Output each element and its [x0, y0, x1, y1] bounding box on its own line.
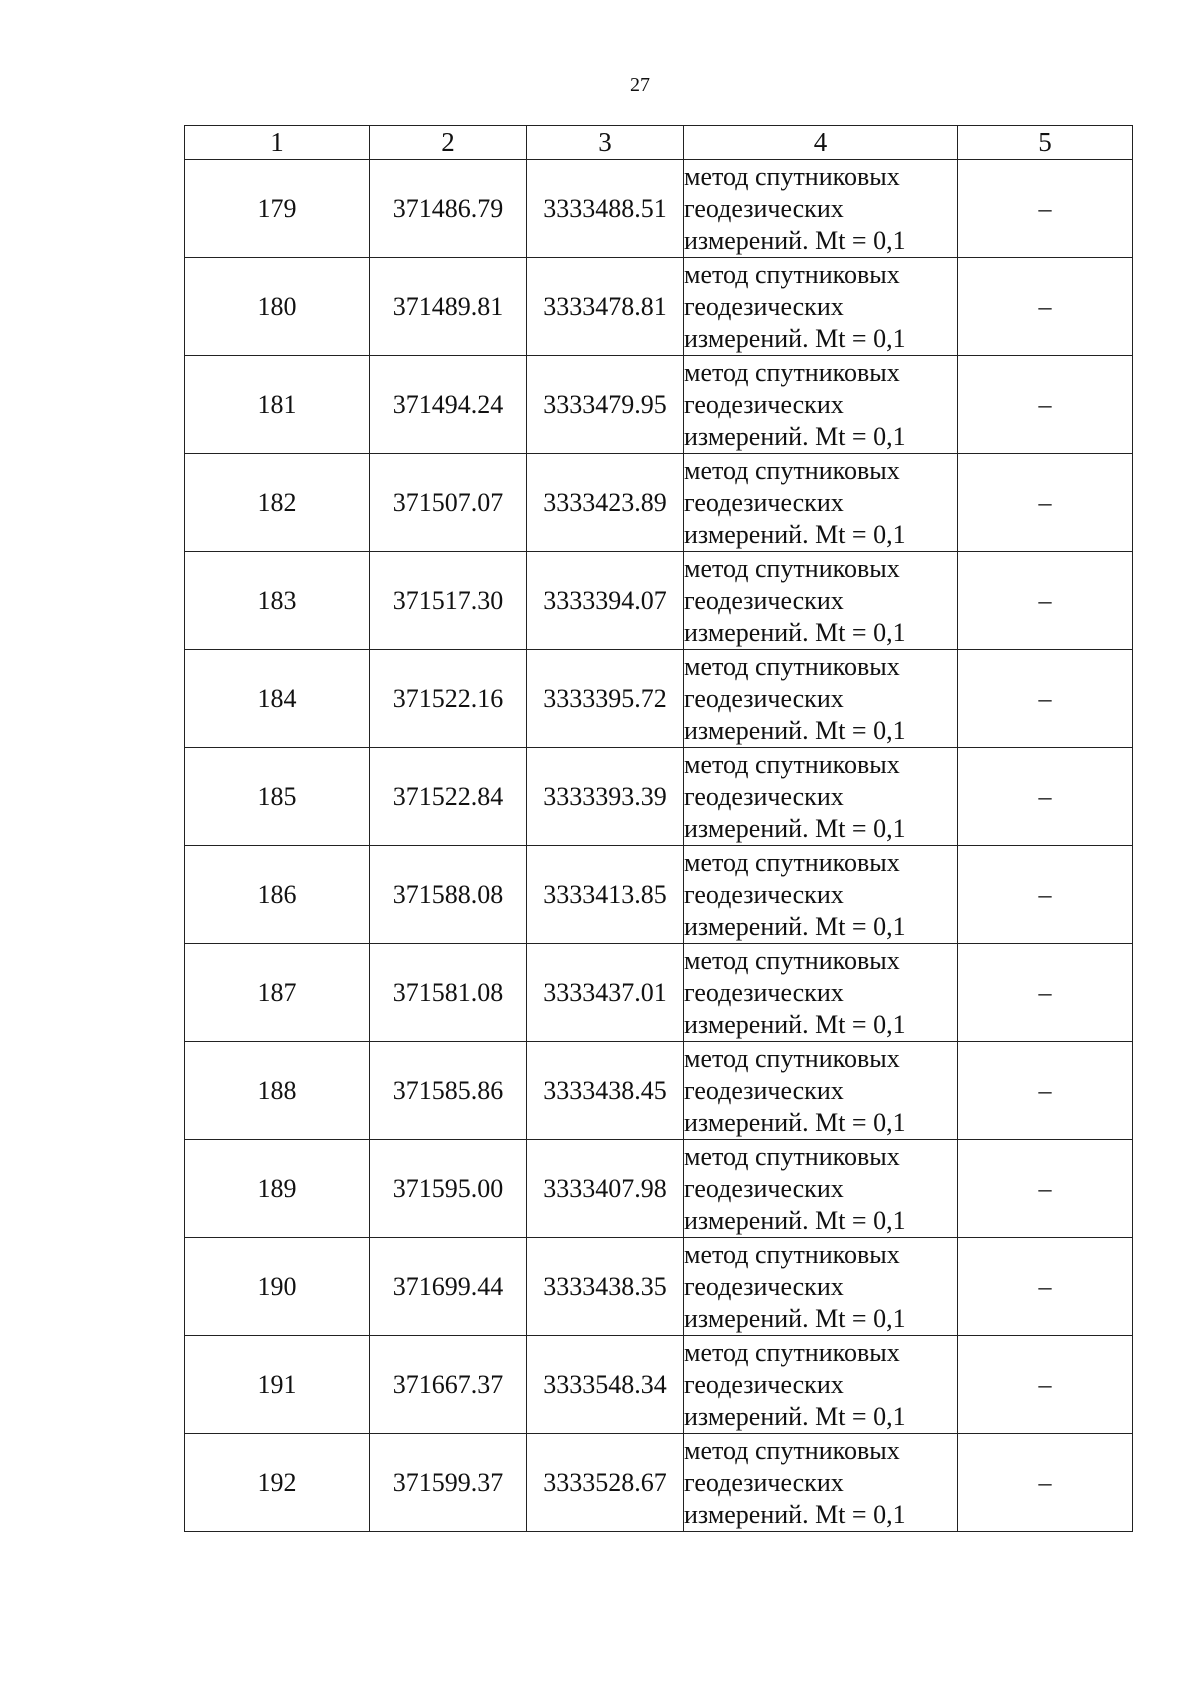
point-number: 190	[185, 1238, 370, 1336]
note-dash: –	[958, 650, 1133, 748]
method-description	[684, 454, 958, 552]
table-row	[185, 356, 1133, 454]
coordinate-x: 371522.84	[370, 748, 527, 846]
table-row	[185, 1336, 1133, 1434]
coordinate-x: 371699.44	[370, 1238, 527, 1336]
method-line: метод спутниковых	[684, 1337, 900, 1367]
table-row	[185, 1238, 1133, 1336]
method-line: метод спутниковых	[684, 651, 900, 681]
point-number: 186	[185, 846, 370, 944]
method-line: измерений. Mt = 0,1	[684, 911, 906, 941]
note-dash: –	[958, 944, 1133, 1042]
coordinate-x: 371599.37	[370, 1434, 527, 1532]
point-number: 183	[185, 552, 370, 650]
coordinate-y: 3333407.98	[527, 1140, 684, 1238]
table-row	[185, 552, 1133, 650]
table-row	[185, 258, 1133, 356]
table-row	[185, 1140, 1133, 1238]
coordinate-x: 371588.08	[370, 846, 527, 944]
table-row	[185, 160, 1133, 258]
header-row	[185, 126, 1133, 160]
method-line: геодезических	[684, 291, 844, 321]
coordinate-x: 371581.08	[370, 944, 527, 1042]
method-line: измерений. Mt = 0,1	[684, 617, 906, 647]
coordinate-x: 371522.16	[370, 650, 527, 748]
method-description	[684, 552, 958, 650]
note-dash: –	[958, 454, 1133, 552]
note-dash: –	[958, 160, 1133, 258]
method-line: измерений. Mt = 0,1	[684, 813, 906, 843]
note-dash: –	[958, 1336, 1133, 1434]
method-line: метод спутниковых	[684, 553, 900, 583]
header-col-4: 4	[684, 126, 958, 160]
note-dash: –	[958, 1042, 1133, 1140]
coordinate-x: 371517.30	[370, 552, 527, 650]
coordinate-y: 3333479.95	[527, 356, 684, 454]
note-dash: –	[958, 846, 1133, 944]
method-line: геодезических	[684, 781, 844, 811]
point-number: 191	[185, 1336, 370, 1434]
note-dash: –	[958, 356, 1133, 454]
coordinate-y: 3333394.07	[527, 552, 684, 650]
method-line: метод спутниковых	[684, 749, 900, 779]
method-description	[684, 1140, 958, 1238]
coordinate-y: 3333438.45	[527, 1042, 684, 1140]
table-row	[185, 944, 1133, 1042]
table-header	[185, 126, 1133, 160]
point-number: 188	[185, 1042, 370, 1140]
method-description	[684, 1238, 958, 1336]
coordinate-x: 371507.07	[370, 454, 527, 552]
coordinate-y: 3333395.72	[527, 650, 684, 748]
method-line: измерений. Mt = 0,1	[684, 421, 906, 451]
coordinate-x: 371489.81	[370, 258, 527, 356]
method-line: метод спутниковых	[684, 259, 900, 289]
note-dash: –	[958, 1434, 1133, 1532]
point-number: 185	[185, 748, 370, 846]
method-line: метод спутниковых	[684, 1043, 900, 1073]
method-line: метод спутниковых	[684, 1141, 900, 1171]
note-dash: –	[958, 1140, 1133, 1238]
method-description	[684, 1336, 958, 1434]
method-line: метод спутниковых	[684, 1239, 900, 1269]
method-line: измерений. Mt = 0,1	[684, 1205, 906, 1235]
note-dash: –	[958, 552, 1133, 650]
header-col-3: 3	[527, 126, 684, 160]
coordinate-y: 3333437.01	[527, 944, 684, 1042]
method-line: метод спутниковых	[684, 847, 900, 877]
method-line: геодезических	[684, 1075, 844, 1105]
coordinate-y: 3333423.89	[527, 454, 684, 552]
coordinate-y: 3333548.34	[527, 1336, 684, 1434]
method-line: измерений. Mt = 0,1	[684, 1107, 906, 1137]
point-number: 187	[185, 944, 370, 1042]
method-line: геодезических	[684, 193, 844, 223]
method-line: измерений. Mt = 0,1	[684, 1009, 906, 1039]
table-row	[185, 1434, 1133, 1532]
method-line: измерений. Mt = 0,1	[684, 1303, 906, 1333]
method-line: измерений. Mt = 0,1	[684, 323, 906, 353]
page-number: 27	[630, 74, 650, 96]
coordinate-y: 3333438.35	[527, 1238, 684, 1336]
method-line: измерений. Mt = 0,1	[684, 225, 906, 255]
method-description	[684, 846, 958, 944]
table-row	[185, 846, 1133, 944]
point-number: 192	[185, 1434, 370, 1532]
coordinate-y: 3333478.81	[527, 258, 684, 356]
coordinate-x: 371585.86	[370, 1042, 527, 1140]
method-line: геодезических	[684, 1369, 844, 1399]
point-number: 182	[185, 454, 370, 552]
coordinate-y: 3333413.85	[527, 846, 684, 944]
method-line: метод спутниковых	[684, 1435, 900, 1465]
note-dash: –	[958, 1238, 1133, 1336]
header-col-5: 5	[958, 126, 1133, 160]
method-line: геодезических	[684, 1467, 844, 1497]
method-line: измерений. Mt = 0,1	[684, 1499, 906, 1529]
coordinate-x: 371494.24	[370, 356, 527, 454]
method-description	[684, 258, 958, 356]
method-line: метод спутниковых	[684, 455, 900, 485]
table-row	[185, 1042, 1133, 1140]
method-description	[684, 944, 958, 1042]
method-description	[684, 650, 958, 748]
note-dash: –	[958, 258, 1133, 356]
coordinate-x: 371667.37	[370, 1336, 527, 1434]
table-row	[185, 748, 1133, 846]
header-col-1: 1	[185, 126, 370, 160]
method-line: метод спутниковых	[684, 161, 900, 191]
table-body	[185, 160, 1133, 1532]
method-description	[684, 160, 958, 258]
table-row	[185, 454, 1133, 552]
point-number: 189	[185, 1140, 370, 1238]
method-line: измерений. Mt = 0,1	[684, 715, 906, 745]
method-description	[684, 1434, 958, 1532]
point-number: 179	[185, 160, 370, 258]
method-line: геодезических	[684, 683, 844, 713]
method-line: геодезических	[684, 585, 844, 615]
header-col-2: 2	[370, 126, 527, 160]
coordinate-x: 371486.79	[370, 160, 527, 258]
method-line: геодезических	[684, 389, 844, 419]
method-line: геодезических	[684, 977, 844, 1007]
method-line: геодезических	[684, 487, 844, 517]
coordinate-y: 3333528.67	[527, 1434, 684, 1532]
coordinates-table	[184, 125, 1133, 1532]
method-description	[684, 356, 958, 454]
coordinate-y: 3333393.39	[527, 748, 684, 846]
note-dash: –	[958, 748, 1133, 846]
method-line: измерений. Mt = 0,1	[684, 519, 906, 549]
table-row	[185, 650, 1133, 748]
point-number: 181	[185, 356, 370, 454]
method-line: геодезических	[684, 879, 844, 909]
method-description	[684, 748, 958, 846]
method-line: метод спутниковых	[684, 357, 900, 387]
point-number: 184	[185, 650, 370, 748]
method-description	[684, 1042, 958, 1140]
method-line: измерений. Mt = 0,1	[684, 1401, 906, 1431]
coordinate-x: 371595.00	[370, 1140, 527, 1238]
method-line: геодезических	[684, 1271, 844, 1301]
method-line: геодезических	[684, 1173, 844, 1203]
point-number: 180	[185, 258, 370, 356]
coordinate-y: 3333488.51	[527, 160, 684, 258]
method-line: метод спутниковых	[684, 945, 900, 975]
